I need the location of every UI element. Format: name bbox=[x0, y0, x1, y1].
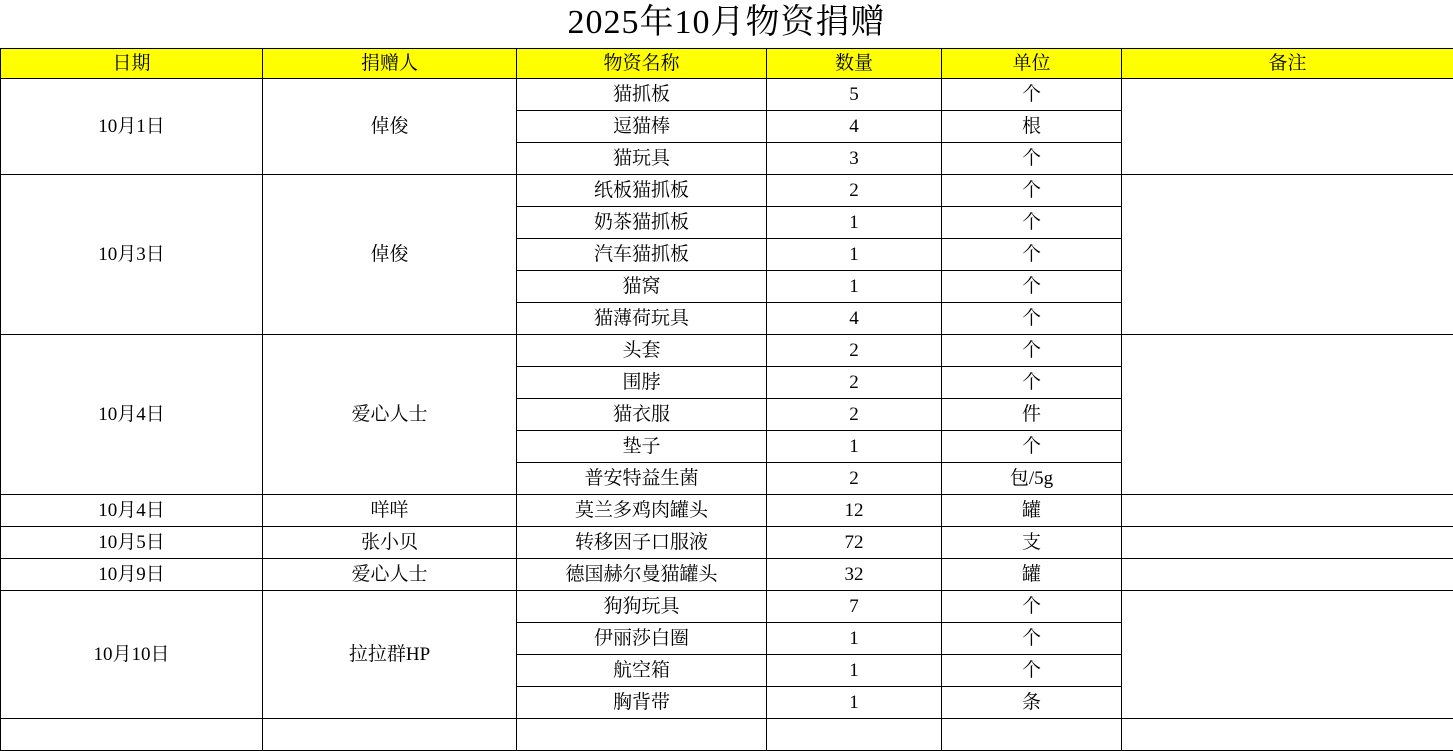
cell-note bbox=[1122, 591, 1453, 719]
cell-donor: 爱心人士 bbox=[263, 559, 517, 591]
cell-note bbox=[1122, 527, 1453, 559]
cell-item: 猫玩具 bbox=[517, 143, 767, 175]
cell-item: 伊丽莎白圈 bbox=[517, 623, 767, 655]
table-row bbox=[1, 335, 1453, 367]
column-header-donor: 捐赠人 bbox=[263, 49, 517, 79]
cell-item: 狗狗玩具 bbox=[517, 591, 767, 623]
cell-date: 10月1日 bbox=[1, 79, 263, 175]
cell-unit: 根 bbox=[942, 111, 1122, 143]
cell-unit: 包/5g bbox=[942, 463, 1122, 495]
cell-quantity: 4 bbox=[767, 303, 942, 335]
cell-quantity: 1 bbox=[767, 207, 942, 239]
cell-unit: 条 bbox=[942, 687, 1122, 719]
cell-quantity: 72 bbox=[767, 527, 942, 559]
cell-date: 10月3日 bbox=[1, 175, 263, 335]
cell-quantity: 1 bbox=[767, 431, 942, 463]
cell-item: 猫窝 bbox=[517, 271, 767, 303]
cell-item: 转移因子口服液 bbox=[517, 527, 767, 559]
table-header bbox=[1, 49, 1453, 79]
column-header-note: 备注 bbox=[1122, 49, 1453, 79]
cell-quantity: 2 bbox=[767, 367, 942, 399]
cell-unit: 个 bbox=[942, 655, 1122, 687]
column-header-quantity: 数量 bbox=[767, 49, 942, 79]
column-header-unit: 单位 bbox=[942, 49, 1122, 79]
cell-item: 德国赫尔曼猫罐头 bbox=[517, 559, 767, 591]
table-row bbox=[1, 527, 1453, 559]
table-row-partial bbox=[1, 719, 1453, 751]
cell-empty bbox=[767, 719, 942, 751]
cell-unit: 支 bbox=[942, 527, 1122, 559]
cell-empty bbox=[263, 719, 517, 751]
cell-empty bbox=[1122, 719, 1453, 751]
cell-quantity: 1 bbox=[767, 271, 942, 303]
cell-unit: 个 bbox=[942, 79, 1122, 111]
cell-item: 普安特益生菌 bbox=[517, 463, 767, 495]
cell-quantity: 7 bbox=[767, 591, 942, 623]
cell-quantity: 1 bbox=[767, 239, 942, 271]
column-header-item: 物资名称 bbox=[517, 49, 767, 79]
cell-item: 汽车猫抓板 bbox=[517, 239, 767, 271]
header-row bbox=[1, 49, 1453, 79]
cell-quantity: 32 bbox=[767, 559, 942, 591]
table-body bbox=[1, 79, 1453, 751]
cell-quantity: 5 bbox=[767, 79, 942, 111]
table-row bbox=[1, 495, 1453, 527]
table-row bbox=[1, 79, 1453, 111]
cell-quantity: 1 bbox=[767, 623, 942, 655]
cell-unit: 个 bbox=[942, 367, 1122, 399]
cell-donor: 倬俊 bbox=[263, 79, 517, 175]
cell-unit: 个 bbox=[942, 623, 1122, 655]
table-row bbox=[1, 175, 1453, 207]
cell-quantity: 4 bbox=[767, 111, 942, 143]
cell-unit: 个 bbox=[942, 591, 1122, 623]
cell-note bbox=[1122, 495, 1453, 527]
cell-quantity: 2 bbox=[767, 175, 942, 207]
cell-unit: 个 bbox=[942, 431, 1122, 463]
cell-date: 10月9日 bbox=[1, 559, 263, 591]
cell-empty bbox=[1, 719, 263, 751]
cell-donor: 拉拉群HP bbox=[263, 591, 517, 719]
cell-item: 纸板猫抓板 bbox=[517, 175, 767, 207]
cell-unit: 罐 bbox=[942, 559, 1122, 591]
cell-item: 猫薄荷玩具 bbox=[517, 303, 767, 335]
cell-item: 逗猫棒 bbox=[517, 111, 767, 143]
cell-item: 航空箱 bbox=[517, 655, 767, 687]
cell-note bbox=[1122, 175, 1453, 335]
cell-unit: 个 bbox=[942, 335, 1122, 367]
cell-unit: 个 bbox=[942, 271, 1122, 303]
cell-item: 猫衣服 bbox=[517, 399, 767, 431]
cell-item: 奶茶猫抓板 bbox=[517, 207, 767, 239]
cell-donor: 张小贝 bbox=[263, 527, 517, 559]
cell-quantity: 1 bbox=[767, 687, 942, 719]
cell-item: 胸背带 bbox=[517, 687, 767, 719]
column-header-date: 日期 bbox=[1, 49, 263, 79]
donation-table bbox=[0, 48, 1453, 751]
cell-quantity: 2 bbox=[767, 335, 942, 367]
cell-quantity: 1 bbox=[767, 655, 942, 687]
cell-date: 10月5日 bbox=[1, 527, 263, 559]
cell-unit: 个 bbox=[942, 303, 1122, 335]
cell-donor: 爱心人士 bbox=[263, 335, 517, 495]
cell-note bbox=[1122, 559, 1453, 591]
cell-date: 10月4日 bbox=[1, 335, 263, 495]
cell-item: 猫抓板 bbox=[517, 79, 767, 111]
cell-unit: 件 bbox=[942, 399, 1122, 431]
cell-unit: 个 bbox=[942, 239, 1122, 271]
cell-empty bbox=[942, 719, 1122, 751]
page-title: 2025年10月物资捐赠 bbox=[0, 0, 1453, 48]
cell-date: 10月4日 bbox=[1, 495, 263, 527]
cell-unit: 个 bbox=[942, 175, 1122, 207]
cell-item: 头套 bbox=[517, 335, 767, 367]
cell-note bbox=[1122, 79, 1453, 175]
cell-donor: 咩咩 bbox=[263, 495, 517, 527]
cell-quantity: 12 bbox=[767, 495, 942, 527]
cell-unit: 个 bbox=[942, 207, 1122, 239]
cell-unit: 个 bbox=[942, 143, 1122, 175]
cell-donor: 倬俊 bbox=[263, 175, 517, 335]
cell-date: 10月10日 bbox=[1, 591, 263, 719]
cell-unit: 罐 bbox=[942, 495, 1122, 527]
cell-item: 垫子 bbox=[517, 431, 767, 463]
table-row bbox=[1, 559, 1453, 591]
cell-note bbox=[1122, 335, 1453, 495]
cell-quantity: 2 bbox=[767, 463, 942, 495]
table-row bbox=[1, 591, 1453, 623]
cell-item: 莫兰多鸡肉罐头 bbox=[517, 495, 767, 527]
cell-item: 围脖 bbox=[517, 367, 767, 399]
cell-quantity: 2 bbox=[767, 399, 942, 431]
cell-empty bbox=[517, 719, 767, 751]
cell-quantity: 3 bbox=[767, 143, 942, 175]
